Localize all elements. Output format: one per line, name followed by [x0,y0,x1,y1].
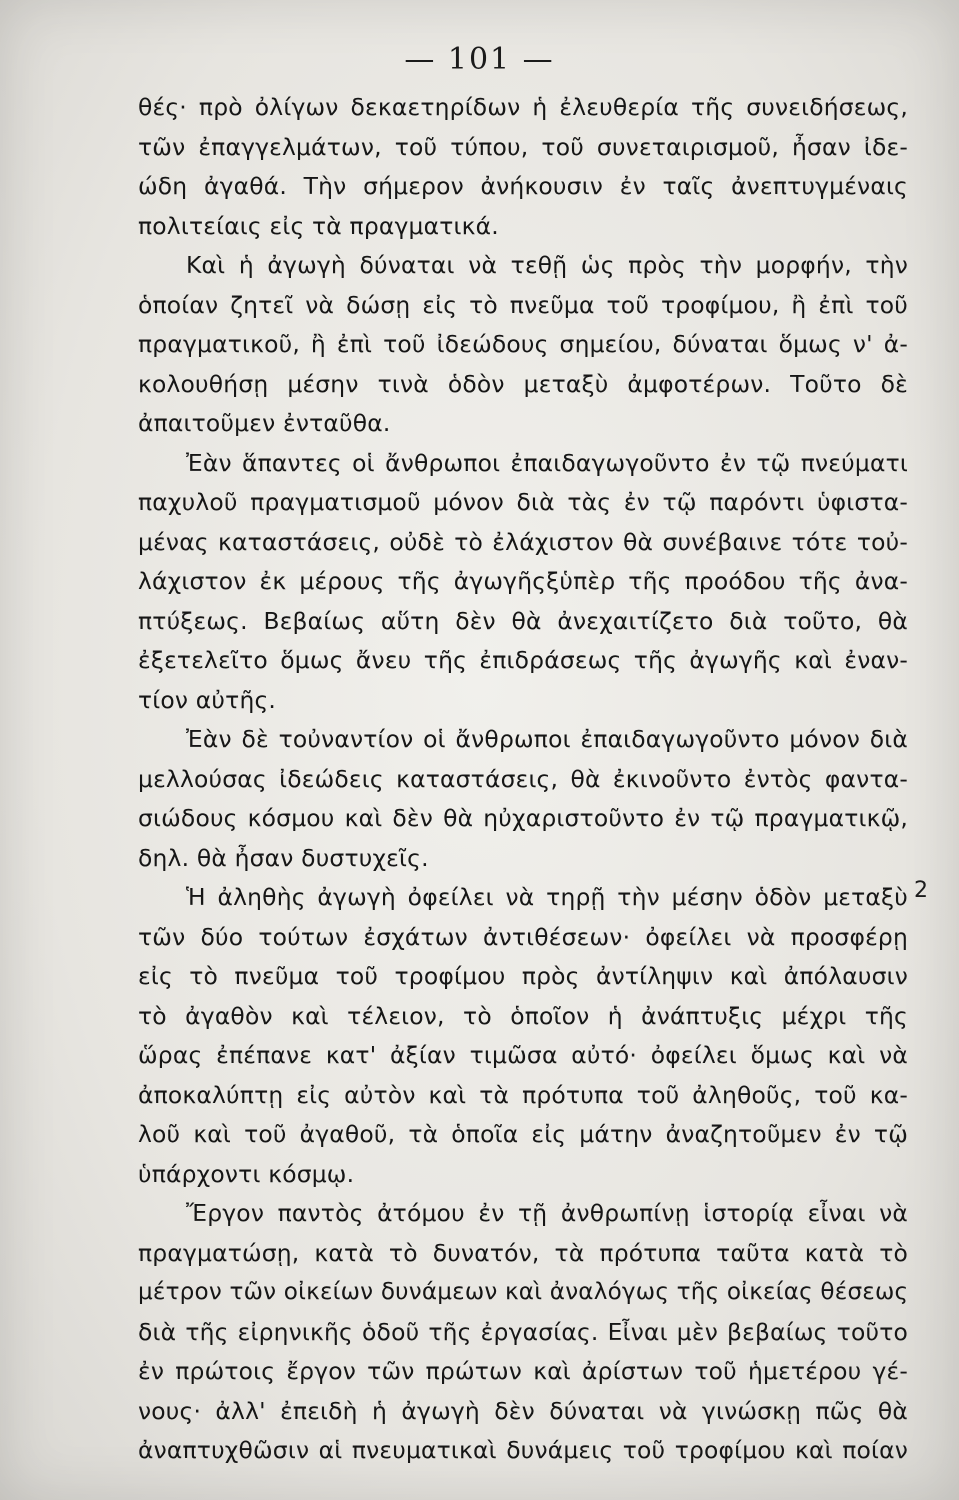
text-line: νους· ἀλλ' ἐπειδὴ ἡ ἀγωγὴ δὲν δύναται νὰ γινώσκῃ πῶς θὰ [138,1396,908,1425]
text-line: λοῦ καὶ τοῦ ἀγαθοῦ, τὰ ὁποῖα εἰς μάτην ἀναζητοῦμεν ἐν τῷ [138,1120,908,1148]
text-line: μελλούσας ἰδεώδεις καταστάσεις, θὰ ἐκινοῦντο ἐντὸς φαντα- [138,764,908,793]
text-line: διὰ τῆς εἰρηνικῆς ὁδοῦ τῆς ἐργασίας. Εἶναι μὲν βεβαίως τοῦτο [138,1317,908,1346]
text-lines [138,88,908,1471]
text-line: ἀναπτυχθῶσιν αἱ πνευματικαὶ δυνάμεις τοῦ τροφίμου καὶ ποίαν [138,1436,908,1464]
text-line: πραγματικοῦ, ἢ ἐπὶ τοῦ ἰδεώδους σημείου, δύναται ὅμως ν' ἀ- [138,330,908,358]
text-line: Ἔργον παντὸς ἀτόμου ἐν τῇ ἀνθρωπίνῃ ἱστορίᾳ εἶναι νὰ [186,1199,908,1227]
text-line: τῶν ἐπαγγελμάτων, τοῦ τύπου, τοῦ συνεταιρισμοῦ, ἦσαν ἰδε- [138,132,908,161]
text-line: ἐν πρώτοις ἔργον τῶν πρώτων καὶ ἀρίστων τοῦ ἡμετέρου γέ- [138,1357,908,1385]
margin-note: 2 [914,878,928,903]
text-line: ἀποκαλύπτῃ εἰς αὐτὸν καὶ τὰ πρότυπα τοῦ ἀληθοῦς, τοῦ κα- [138,1080,908,1109]
text-line: Καὶ ἡ ἀγωγὴ δύναται νὰ τεθῇ ὡς πρὸς τὴν μορφήν, τὴν [186,251,908,279]
text-line: ἀπαιτοῦμεν ἐνταῦθα. [138,409,391,437]
text-line: πτύξεως. Βεβαίως αὕτη δὲν θὰ ἀνεχαιτίζετο διὰ τοῦτο, θὰ [138,606,908,635]
text-line: μένας καταστάσεις, οὐδὲ τὸ ἐλάχιστον θὰ συνέβαινε τότε τοὐ- [138,527,908,556]
text-line: θές· πρὸ ὀλίγων δεκαετηρίδων ἡ ἐλευθερία τῆς συνειδήσεως, [138,93,908,121]
text-line: τὸ ἀγαθὸν καὶ τέλειον, τὸ ὁποῖον ἡ ἀνάπτυξις μέχρι τῆς [138,1001,908,1030]
text-line: λάχιστον ἐκ μέρους τῆς ἀγωγῆςξὑπὲρ τῆς προόδου τῆς ἀνα- [138,567,908,595]
body-text [138,88,908,1471]
text-line: ὥρας ἐπέπανε κατ' ἀξίαν τιμῶσα αὐτό· ὀφείλει ὅμως καὶ νὰ [138,1041,908,1069]
text-line: δηλ. θὰ ἦσαν δυστυχεῖς. [138,843,429,872]
text-line: εἰς τὸ πνεῦμα τοῦ τροφίμου πρὸς ἀντίληψιν καὶ ἀπόλαυσιν [138,962,908,990]
text-line: Ἐὰν δὲ τοὐναντίον οἱ ἄνθρωποι ἐπαιδαγωγοῦντο μόνον διὰ [186,725,908,753]
text-line: πραγματώσῃ, κατὰ τὸ δυνατόν, τὰ πρότυπα ταῦτα κατὰ τὸ [138,1238,908,1267]
text-line: ὑπάρχοντι κόσμῳ. [138,1159,355,1188]
text-line: κολουθήσῃ μέσην τινὰ ὁδὸν μεταξὺ ἀμφοτέρων. Τοῦτο δὲ [138,369,908,398]
text-line: ὁποίαν ζητεῖ νὰ δώσῃ εἰς τὸ πνεῦμα τοῦ τροφίμου, ἢ ἐπὶ τοῦ [138,290,908,319]
text-line: Ἐὰν ἅπαντες οἱ ἄνθρωποι ἐπαιδαγωγοῦντο ἐν τῷ πνεύματι [186,448,908,477]
text-line: ἐξετελεῖτο ὅμως ἄνευ τῆς ἐπιδράσεως τῆς ἀγωγῆς καὶ ἐναν- [138,646,908,674]
text-line: τίον αὐτῆς. [138,685,277,714]
text-line: ώδη ἀγαθά. Τὴν σήμερον ἀνήκουσιν ἐν ταῖς ἀνεπτυγμέναις [138,172,908,200]
text-line: Ἡ ἀληθὴς ἀγωγὴ ὀφείλει νὰ τηρῇ τὴν μέσην ὁδὸν μεταξὺ [186,883,908,911]
text-line: σιώδους κόσμου καὶ δὲν θὰ ηὐχαριστοῦντο ἐν τῷ πραγματικῷ, [138,804,908,832]
text-line: μέτρον τῶν οἰκείων δυνάμεων καὶ ἀναλόγως τῆς οἰκείας θέσεως [138,1279,909,1305]
page-number: — 101 — [404,42,555,77]
text-line: τῶν δύο τούτων ἐσχάτων ἀντιθέσεων· ὀφείλει νὰ προσφέρῃ [138,922,908,951]
text-line: παχυλοῦ πραγματισμοῦ μόνον διὰ τὰς ἐν τῷ παρόντι ὑφιστα- [138,488,908,516]
text-line: πολιτείαις εἰς τὰ πραγματικά. [138,211,499,240]
